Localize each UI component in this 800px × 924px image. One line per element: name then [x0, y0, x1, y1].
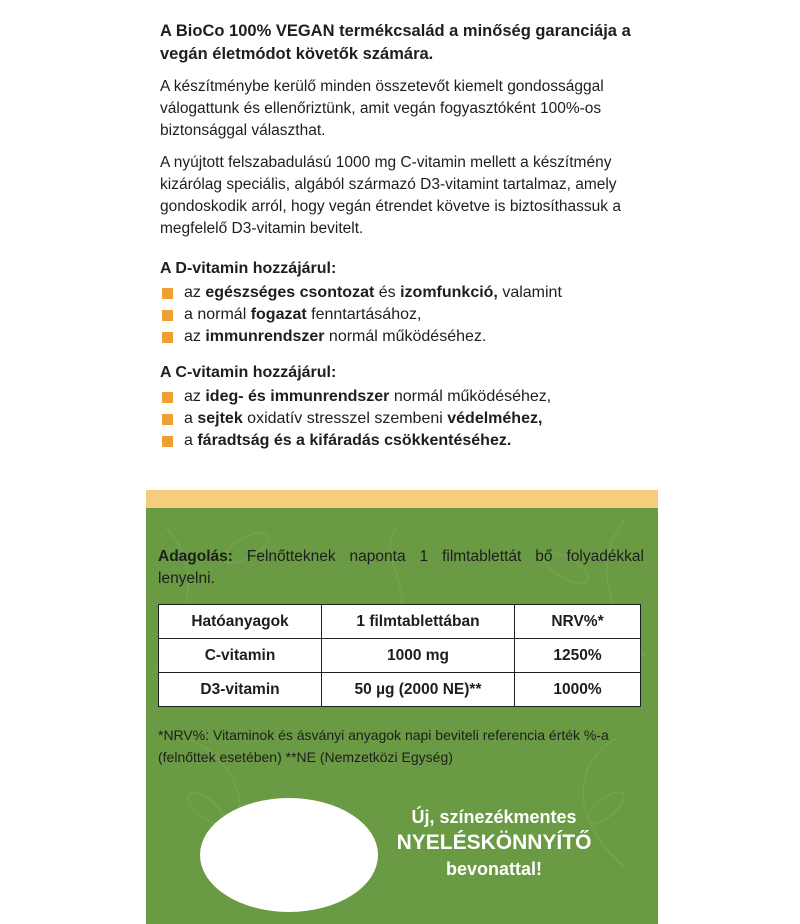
headline: A BioCo 100% VEGAN termékcsalád a minőség garanciája a vegán életmódot követők számára. [160, 22, 631, 63]
table-header-row [159, 605, 641, 639]
info-panel [146, 0, 658, 490]
table-cell: C-vitamin [159, 639, 322, 673]
promo-text [394, 804, 594, 882]
table-header: Hatóanyagok [159, 605, 322, 639]
table-header: NRV%* [515, 605, 641, 639]
promo-line-2: NYELÉSKÖNNYÍTŐ [396, 831, 592, 854]
vitamin-d-heading: A D-vitamin hozzájárul: [160, 260, 337, 277]
table-cell: 1000 mg [322, 639, 515, 673]
paragraph-vitamins: A nyújtott felszabadulású 1000 mg C-vitamin mellett a készítmény kizárólag speciális, algából származó D3-vitamint tartalmaz, amely gondoskodik arról, hogy vegán étrendet követve is biztosíthassuk a megfelelő D3-vitamin bevitelt. [160, 154, 621, 237]
dosage-label: Adagolás: [158, 548, 233, 565]
table-cell: D3-vitamin [159, 673, 322, 707]
list-item: a normál fogazat fenntartásához, [160, 304, 644, 326]
list-item: a sejtek oxidatív stresszel szembeni védelméhez, [160, 408, 644, 430]
bullet-icon [162, 436, 173, 447]
table-cell: 50 µg (2000 NE)** [322, 673, 515, 707]
list-item: az ideg- és immunrendszer normál működéséhez, [160, 386, 644, 408]
bullet-icon [162, 332, 173, 343]
footnote: *NRV%: Vitaminok és ásványi anyagok napi beviteli referencia érték %-a (felnőttek esetében) **NE (Nemzetközi Egység) [158, 727, 609, 765]
vitamin-c-list [160, 386, 644, 452]
list-item: az immunrendszer normál működéséhez. [160, 326, 644, 348]
bullet-icon [162, 288, 173, 299]
list-item: az egészséges csontozat és izomfunkció, valamint [160, 282, 644, 304]
promo-line-3: bevonattal! [445, 859, 542, 879]
vitamin-d-list [160, 282, 644, 348]
promo-line-1: Új, színezékmentes [411, 807, 577, 827]
table-cell: 1250% [515, 639, 641, 673]
bullet-icon [162, 414, 173, 425]
paragraph-ingredients: A készítménybe kerülő minden összetevőt kiemelt gondossággal válogattunk és ellenőriztünk, amit vegán fogyasztóként 100%-os biztonsággal választhat. [160, 78, 604, 139]
tablet-image [200, 798, 378, 912]
bullet-icon [162, 392, 173, 403]
vitamin-c-heading: A C-vitamin hozzájárul: [160, 364, 337, 381]
table-row [159, 673, 641, 707]
nutrition-table [158, 604, 641, 707]
dosage-text: Felnőtteknek naponta 1 filmtablettát bő folyadékkal lenyelni. [158, 548, 644, 587]
list-item: a fáradtság és a kifáradás csökkentéséhez. [160, 430, 644, 452]
dosage-panel [146, 508, 658, 924]
bullet-icon [162, 310, 173, 321]
info-text [160, 20, 644, 462]
table-header: 1 filmtablettában [322, 605, 515, 639]
divider-stripe [146, 490, 658, 508]
dosage-instructions [158, 546, 644, 590]
table-cell: 1000% [515, 673, 641, 707]
table-row [159, 639, 641, 673]
